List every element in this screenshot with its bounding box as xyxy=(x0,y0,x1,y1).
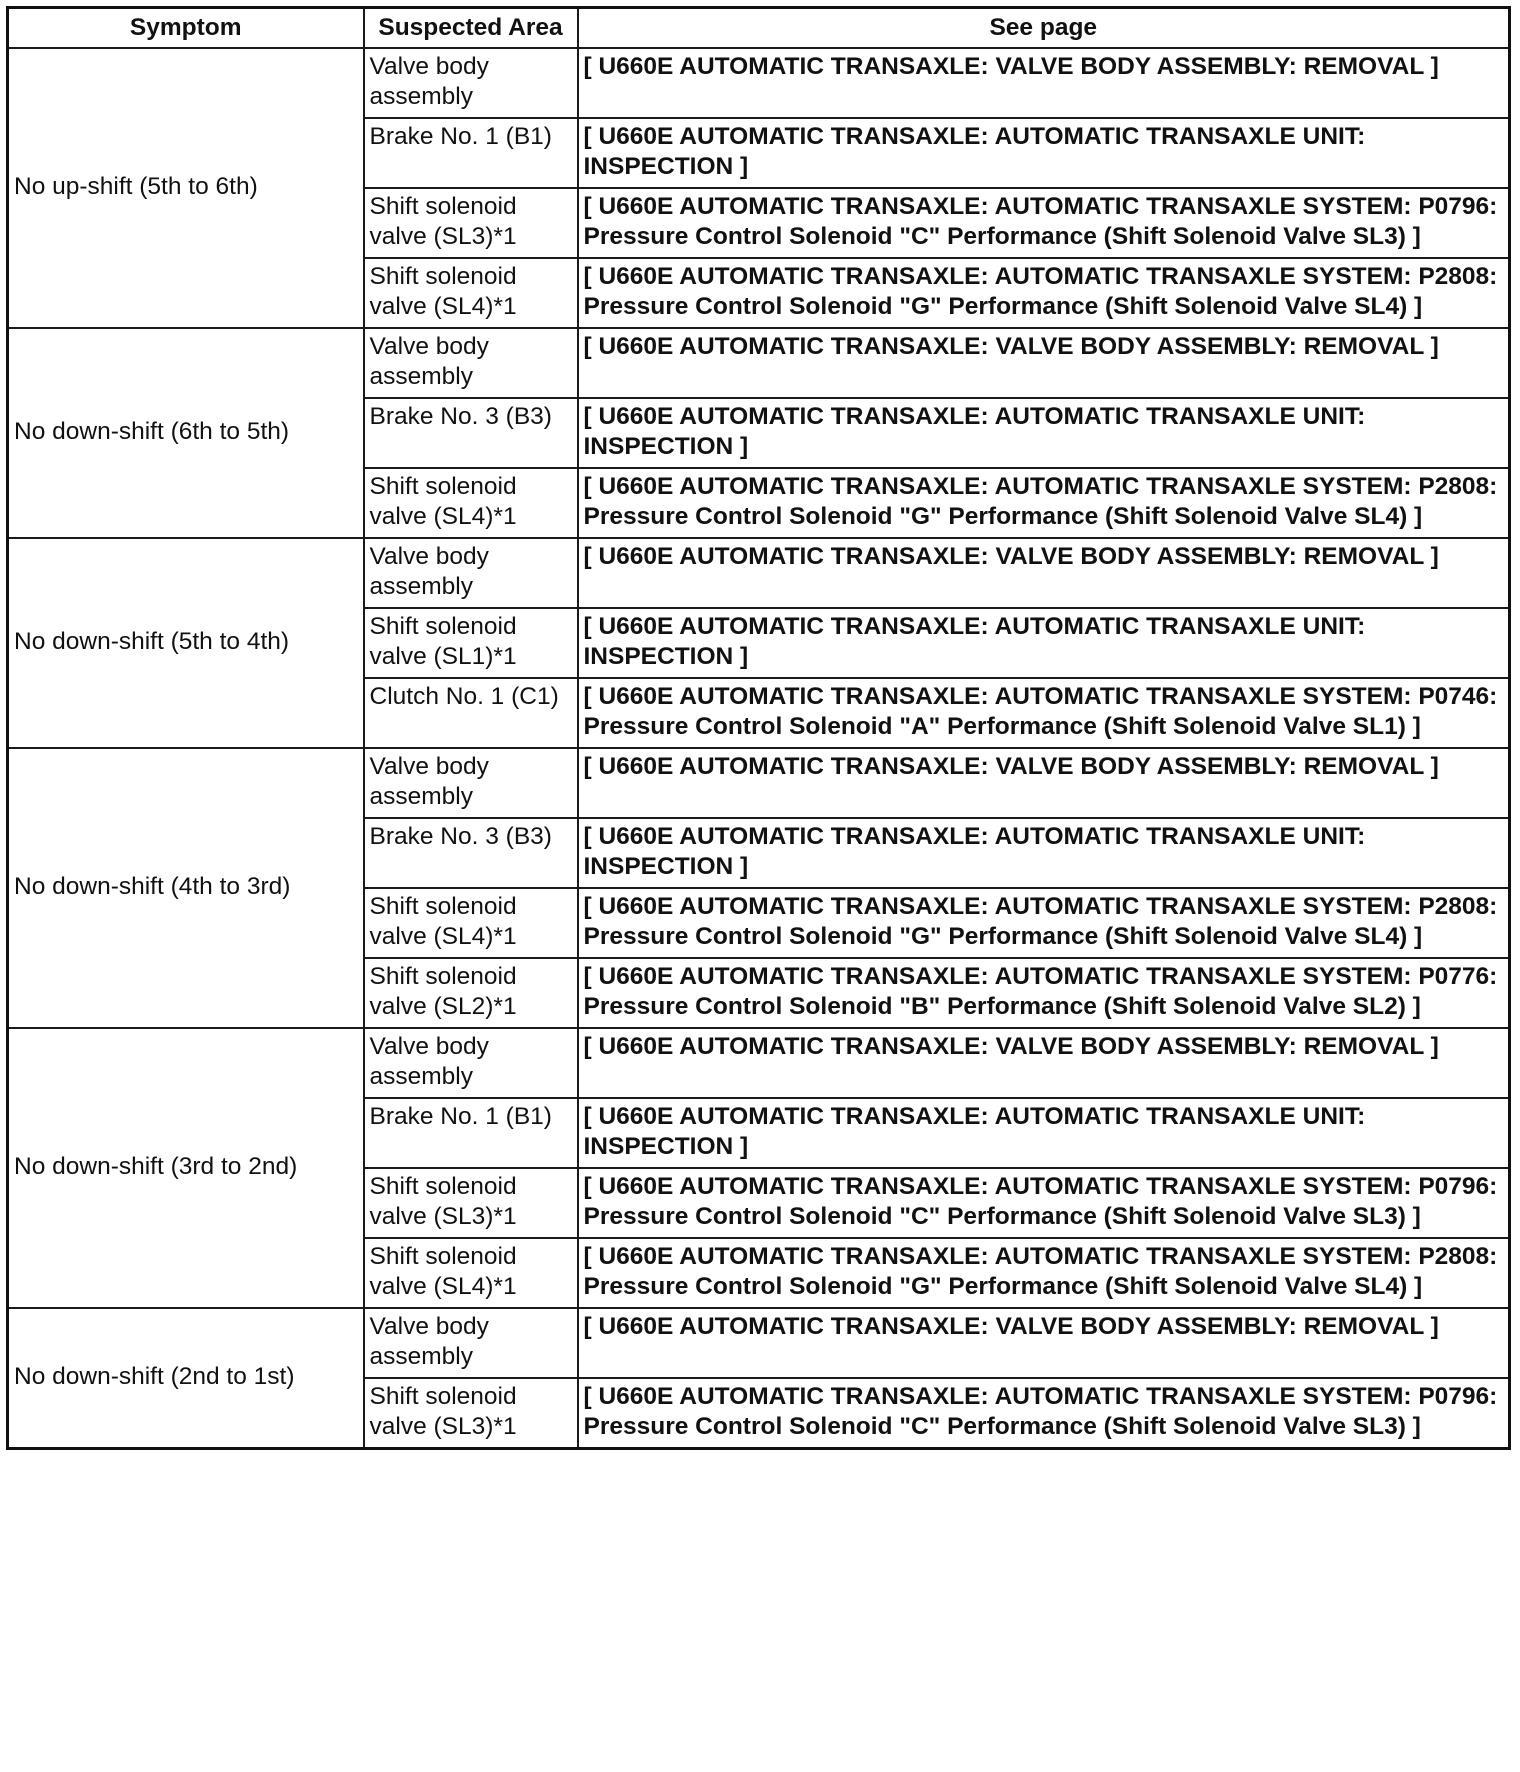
symptom-cell: No down-shift (6th to 5th) xyxy=(8,328,364,538)
see-page-reference: [ U660E AUTOMATIC TRANSAXLE: AUTOMATIC TRANSAXLE SYSTEM: P2808: Pressure Control Solenoid "G" Performance (Shift Solenoid Valve SL4) ] xyxy=(578,1238,1510,1308)
suspected-area-cell: Brake No. 3 (B3) xyxy=(364,818,578,888)
symptom-cell: No down-shift (3rd to 2nd) xyxy=(8,1028,364,1308)
see-page-reference: [ U660E AUTOMATIC TRANSAXLE: AUTOMATIC TRANSAXLE UNIT: INSPECTION ] xyxy=(578,608,1510,678)
see-page-reference: [ U660E AUTOMATIC TRANSAXLE: VALVE BODY ASSEMBLY: REMOVAL ] xyxy=(578,538,1510,608)
diagnosis-table xyxy=(6,6,1511,1450)
see-page-reference: [ U660E AUTOMATIC TRANSAXLE: VALVE BODY ASSEMBLY: REMOVAL ] xyxy=(578,48,1510,118)
suspected-area-cell: Shift solenoid valve (SL3)*1 xyxy=(364,1168,578,1238)
see-page-reference: [ U660E AUTOMATIC TRANSAXLE: AUTOMATIC TRANSAXLE SYSTEM: P0796: Pressure Control Solenoid "C" Performance (Shift Solenoid Valve SL3) ] xyxy=(578,188,1510,258)
suspected-area-cell: Brake No. 1 (B1) xyxy=(364,1098,578,1168)
suspected-area-cell: Shift solenoid valve (SL2)*1 xyxy=(364,958,578,1028)
see-page-reference: [ U660E AUTOMATIC TRANSAXLE: AUTOMATIC TRANSAXLE SYSTEM: P0796: Pressure Control Solenoid "C" Performance (Shift Solenoid Valve SL3) ] xyxy=(578,1168,1510,1238)
header-row xyxy=(8,8,1510,49)
document-page xyxy=(6,6,1511,1450)
see-page-reference: [ U660E AUTOMATIC TRANSAXLE: AUTOMATIC TRANSAXLE UNIT: INSPECTION ] xyxy=(578,1098,1510,1168)
symptom-cell: No down-shift (5th to 4th) xyxy=(8,538,364,748)
see-page-reference: [ U660E AUTOMATIC TRANSAXLE: VALVE BODY ASSEMBLY: REMOVAL ] xyxy=(578,748,1510,818)
suspected-area-cell: Brake No. 3 (B3) xyxy=(364,398,578,468)
see-page-reference: [ U660E AUTOMATIC TRANSAXLE: AUTOMATIC TRANSAXLE UNIT: INSPECTION ] xyxy=(578,398,1510,468)
see-page-reference: [ U660E AUTOMATIC TRANSAXLE: AUTOMATIC TRANSAXLE SYSTEM: P2808: Pressure Control Solenoid "G" Performance (Shift Solenoid Valve SL4) ] xyxy=(578,468,1510,538)
see-page-reference: [ U660E AUTOMATIC TRANSAXLE: AUTOMATIC TRANSAXLE SYSTEM: P0746: Pressure Control Solenoid "A" Performance (Shift Solenoid Valve SL1) ] xyxy=(578,678,1510,748)
see-page-reference: [ U660E AUTOMATIC TRANSAXLE: AUTOMATIC TRANSAXLE SYSTEM: P2808: Pressure Control Solenoid "G" Performance (Shift Solenoid Valve SL4) ] xyxy=(578,258,1510,328)
suspected-area-cell: Valve body assembly xyxy=(364,328,578,398)
see-page-reference: [ U660E AUTOMATIC TRANSAXLE: VALVE BODY ASSEMBLY: REMOVAL ] xyxy=(578,1308,1510,1378)
see-page-reference: [ U660E AUTOMATIC TRANSAXLE: AUTOMATIC TRANSAXLE UNIT: INSPECTION ] xyxy=(578,118,1510,188)
suspected-area-cell: Shift solenoid valve (SL4)*1 xyxy=(364,888,578,958)
symptom-cell: No down-shift (2nd to 1st) xyxy=(8,1308,364,1449)
table-row xyxy=(8,328,1510,398)
table-row xyxy=(8,748,1510,818)
suspected-area-cell: Valve body assembly xyxy=(364,1028,578,1098)
suspected-area-cell: Shift solenoid valve (SL4)*1 xyxy=(364,468,578,538)
column-header-suspected-area: Suspected Area xyxy=(364,8,578,49)
suspected-area-cell: Valve body assembly xyxy=(364,1308,578,1378)
see-page-reference: [ U660E AUTOMATIC TRANSAXLE: AUTOMATIC TRANSAXLE SYSTEM: P0796: Pressure Control Solenoid "C" Performance (Shift Solenoid Valve SL3) ] xyxy=(578,1378,1510,1449)
suspected-area-cell: Shift solenoid valve (SL4)*1 xyxy=(364,1238,578,1308)
suspected-area-cell: Shift solenoid valve (SL1)*1 xyxy=(364,608,578,678)
see-page-reference: [ U660E AUTOMATIC TRANSAXLE: AUTOMATIC TRANSAXLE UNIT: INSPECTION ] xyxy=(578,818,1510,888)
symptom-cell: No up-shift (5th to 6th) xyxy=(8,48,364,328)
column-header-symptom: Symptom xyxy=(8,8,364,49)
table-row xyxy=(8,1028,1510,1098)
suspected-area-cell: Shift solenoid valve (SL3)*1 xyxy=(364,188,578,258)
symptom-cell: No down-shift (4th to 3rd) xyxy=(8,748,364,1028)
see-page-reference: [ U660E AUTOMATIC TRANSAXLE: VALVE BODY ASSEMBLY: REMOVAL ] xyxy=(578,328,1510,398)
suspected-area-cell: Brake No. 1 (B1) xyxy=(364,118,578,188)
suspected-area-cell: Shift solenoid valve (SL4)*1 xyxy=(364,258,578,328)
see-page-reference: [ U660E AUTOMATIC TRANSAXLE: AUTOMATIC TRANSAXLE SYSTEM: P2808: Pressure Control Solenoid "G" Performance (Shift Solenoid Valve SL4) ] xyxy=(578,888,1510,958)
suspected-area-cell: Valve body assembly xyxy=(364,538,578,608)
table-row xyxy=(8,538,1510,608)
column-header-see-page: See page xyxy=(578,8,1510,49)
table-body xyxy=(8,48,1510,1449)
table-row xyxy=(8,1308,1510,1378)
suspected-area-cell: Valve body assembly xyxy=(364,48,578,118)
see-page-reference: [ U660E AUTOMATIC TRANSAXLE: VALVE BODY ASSEMBLY: REMOVAL ] xyxy=(578,1028,1510,1098)
suspected-area-cell: Valve body assembly xyxy=(364,748,578,818)
see-page-reference: [ U660E AUTOMATIC TRANSAXLE: AUTOMATIC TRANSAXLE SYSTEM: P0776: Pressure Control Solenoid "B" Performance (Shift Solenoid Valve SL2) ] xyxy=(578,958,1510,1028)
suspected-area-cell: Shift solenoid valve (SL3)*1 xyxy=(364,1378,578,1449)
suspected-area-cell: Clutch No. 1 (C1) xyxy=(364,678,578,748)
table-row xyxy=(8,48,1510,118)
table-header xyxy=(8,8,1510,49)
